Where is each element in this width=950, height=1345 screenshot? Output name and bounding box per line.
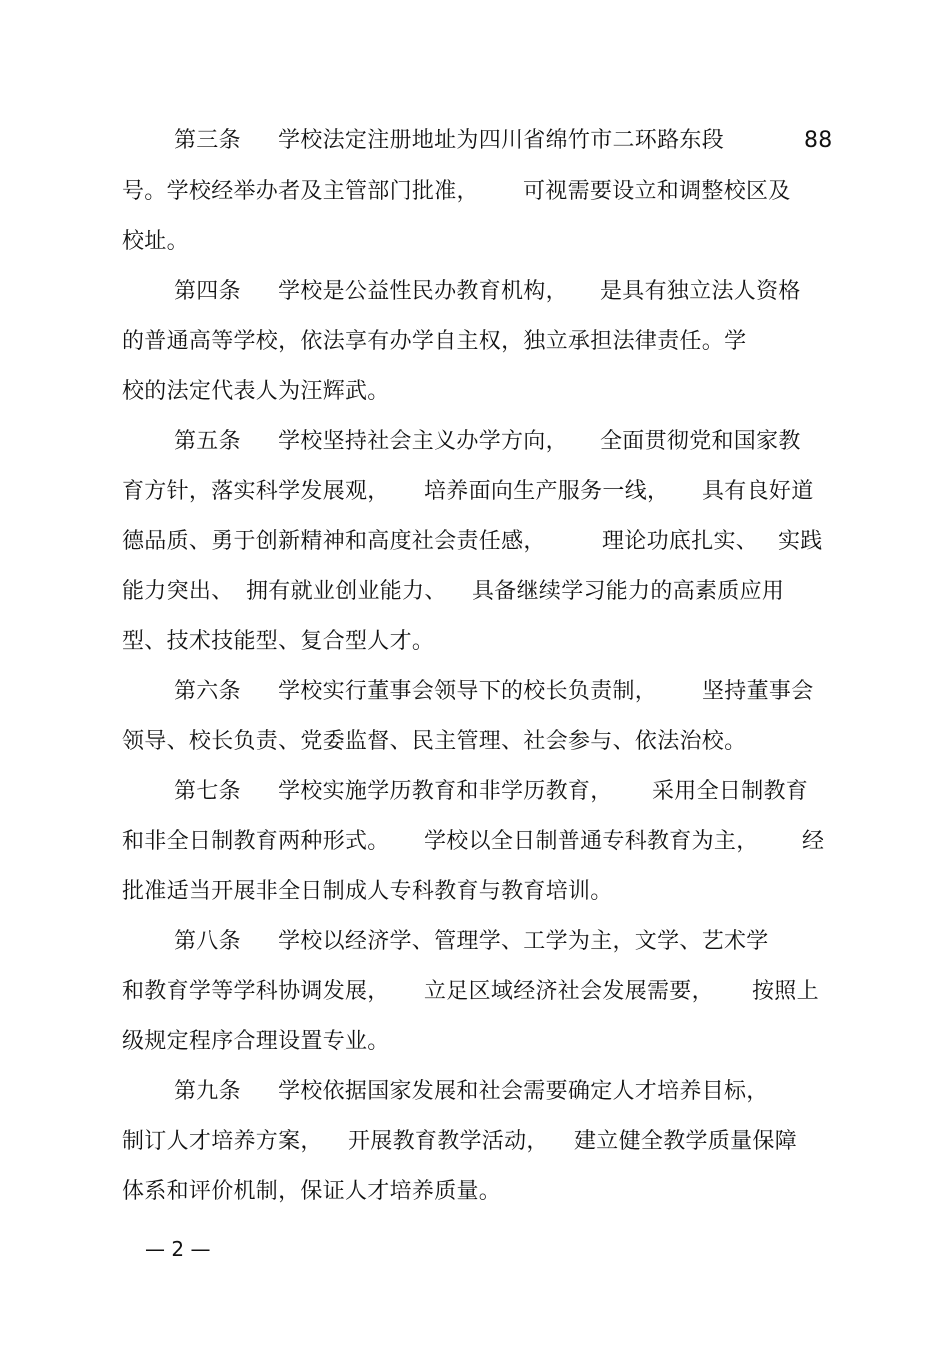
page-number: — 2 — [145,1237,211,1261]
text-segment: 校的法定代表人为汪辉武。 [122,379,390,404]
text-segment: 体系和评价机制，保证人才培养质量。 [122,1179,502,1204]
text-segment: 实践 [778,529,823,554]
text-segment: 能力突出、 [122,579,234,604]
text-segment: 可视需要设立和调整校区及 [523,179,791,204]
text-segment: 开展教育教学活动， [348,1129,549,1154]
article-label: 第八条 [174,929,241,954]
article-label: 第四条 [174,279,241,304]
article-label: 第六条 [174,679,241,704]
text-segment: 理论功底扎实、 [602,529,759,554]
article-label: 第五条 [174,429,241,454]
text-segment: 是具有独立法人资格 [600,279,801,304]
text-segment: 德品质、勇于创新精神和高度社会责任感， [122,529,546,554]
text-segment: 学校是公益性民办教育机构， [278,279,568,304]
text-segment: 型、技术技能型、复合型人才。 [122,629,435,654]
text-segment: 学校以全日制普通专科教育为主， [424,829,759,854]
text-segment: 和非全日制教育两种形式。 [122,829,390,854]
text-segment: 学校以经济学、管理学、工学为主，文学、艺术学 [278,929,769,954]
article-9-line-3 [122,1177,832,1267]
text-segment: 校址。 [122,229,189,254]
text-segment: 拥有就业创业能力、 [246,579,447,604]
text-segment: 领导、校长负责、党委监督、民主管理、社会参与、依法治校。 [122,729,747,754]
article-label: 第三条 [174,128,241,153]
text-segment: 采用全日制教育 [652,779,809,804]
text-segment: 具有良好道 [702,479,814,504]
text-segment: 按照上 [752,979,819,1004]
text-segment: 学校实行董事会领导下的校长负责制， [278,679,658,704]
text-segment: 号。学校经举办者及主管部门批准， [122,179,479,204]
text-segment: 批准适当开展非全日制成人专科教育与教育培训。 [122,879,613,904]
text-segment: 建立健全教学质量保障 [574,1129,798,1154]
text-segment: 88 [804,128,833,153]
text-segment: 坚持董事会 [702,679,814,704]
article-label: 第九条 [174,1079,241,1104]
text-segment: 经 [802,829,825,854]
text-segment: 制订人才培养方案， [122,1129,323,1154]
text-segment: 学校依据国家发展和社会需要确定人才培养目标， [278,1079,769,1104]
text-segment: 和教育学等学科协调发展， [122,979,390,1004]
text-segment: 级规定程序合理设置专业。 [122,1029,390,1054]
text-segment: 全面贯彻党和国家教 [600,429,801,454]
text-segment: 具备继续学习能力的高素质应用 [472,579,785,604]
text-segment: 的普通高等学校，依法享有办学自主权，独立承担法律责任。学 [122,329,747,354]
text-segment: 学校法定注册地址为四川省绵竹市二环路东段 [278,128,725,153]
text-segment: 立足区域经济社会发展需要， [424,979,714,1004]
text-segment: 学校实施学历教育和非学历教育， [278,779,613,804]
article-label: 第七条 [174,779,241,804]
text-segment: 学校坚持社会主义办学方向， [278,429,568,454]
text-segment: 培养面向生产服务一线， [424,479,670,504]
text-segment: 育方针，落实科学发展观， [122,479,390,504]
